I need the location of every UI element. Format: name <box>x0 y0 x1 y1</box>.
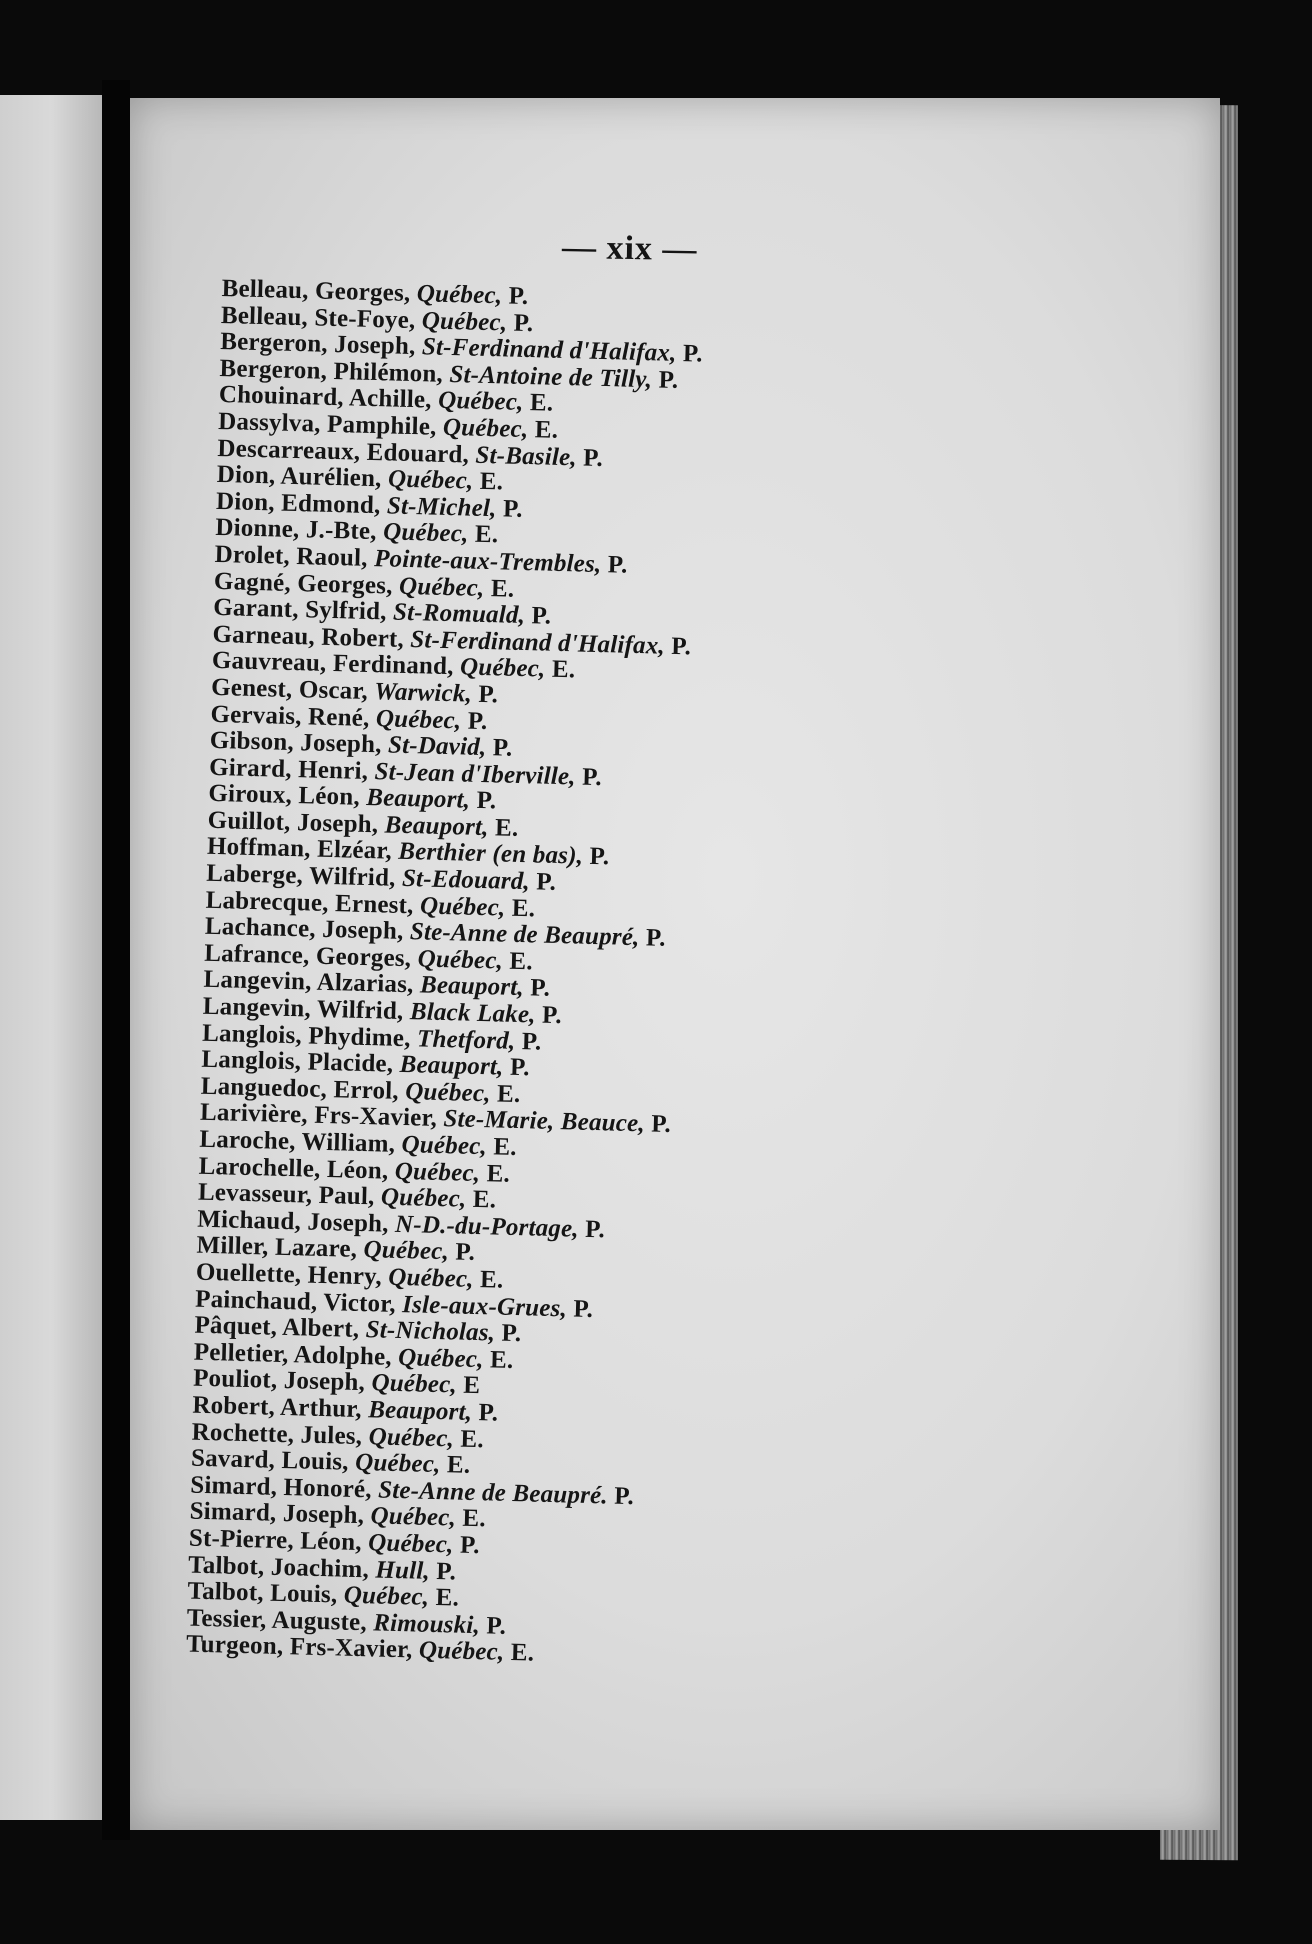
entry-name: Drolet, Raoul, <box>214 540 369 572</box>
entry-place: Québec, <box>370 1502 457 1532</box>
entry-place: Beauport, <box>365 784 471 814</box>
entry-place: St-Edouard, <box>401 864 531 896</box>
entry-tag: P. <box>581 763 603 791</box>
entry-place: N-D.-du-Portage, <box>394 1210 580 1243</box>
entry-place: Québec, <box>382 518 469 548</box>
entry-tag: E. <box>529 389 554 418</box>
entry-place: St-Antoine de Tilly, <box>449 360 653 394</box>
entry-tag: E. <box>474 521 499 549</box>
entry-name: Chouinard, Achille, <box>218 381 433 414</box>
entry-place: Québec, <box>368 1422 455 1452</box>
entry-tag: P. <box>459 1531 481 1560</box>
entry-tag: P. <box>613 1482 635 1510</box>
entry-name: Belleau, Georges, <box>221 275 411 307</box>
entry-name: Languedoc, Errol, <box>200 1072 400 1105</box>
entry-name: Belleau, Ste-Foye, <box>220 301 416 334</box>
entry-place: Warwick, <box>373 678 473 708</box>
entry-tag: E. <box>490 574 515 603</box>
entry-name: Garant, Sylfrid, <box>212 594 387 626</box>
entry-name: Descarreaux, Edouard, <box>217 434 470 469</box>
entry-name: Genest, Oscar, <box>210 673 369 705</box>
entry-name: Rochette, Jules, <box>191 1418 363 1450</box>
entry-name: Pouliot, Joseph, <box>192 1364 366 1397</box>
entry-place: Beauport, <box>419 971 525 1002</box>
entry-tag: E. <box>446 1451 471 1480</box>
entry-tag: E. <box>509 947 534 976</box>
name-list <box>186 276 705 1671</box>
entry-place: Québec, <box>343 1581 430 1611</box>
entry-tag: P. <box>582 444 604 472</box>
entry-place: Québec, <box>404 1077 491 1108</box>
page-number: — xix — <box>561 228 698 269</box>
entry-tag: P. <box>478 1399 499 1427</box>
entry-name: Dassylva, Pamphile, <box>217 407 437 441</box>
entry-place: Beauport, <box>399 1051 504 1081</box>
entry-place: Québec, <box>375 704 462 734</box>
entry-name: Labrecque, Ernest, <box>205 886 414 919</box>
entry-name: Dion, Edmond, <box>215 487 381 519</box>
entry-name: Robert, Arthur, <box>192 1391 363 1423</box>
entry-name: Langlois, Placide, <box>201 1045 394 1078</box>
entry-place: St-Michel, <box>386 492 497 523</box>
entry-place: St-David, <box>387 731 487 762</box>
entry-place: Québec, <box>442 413 529 444</box>
entry-place: Québec, <box>354 1449 441 1479</box>
facing-page-edge <box>0 95 102 1820</box>
entry-name: Pâquet, Albert, <box>194 1311 360 1344</box>
entry-tag: P. <box>584 1215 606 1244</box>
book-gutter <box>102 80 130 1840</box>
entry-place: St-Basile, <box>475 441 578 471</box>
entry-place: St-Nicholas, <box>365 1316 496 1347</box>
entry-tag: E. <box>486 1159 511 1188</box>
entry-name: Turgeon, Frs-Xavier, <box>185 1630 413 1664</box>
entry-name: Langevin, Alzarias, <box>203 966 414 999</box>
entry-tag: P. <box>521 1027 542 1056</box>
entry-tag: P. <box>492 734 513 762</box>
entry-place: Beauport, <box>384 811 489 842</box>
entry-tag: E. <box>510 1639 535 1667</box>
entry-place: Québec, <box>401 1131 488 1161</box>
entry-place: Berthier (en bas), <box>397 838 584 871</box>
entry-name: Lafrance, Georges, <box>203 939 412 973</box>
entry-name: Gauvreau, Ferdinand, <box>211 647 454 681</box>
entry-name: Guillot, Joseph, <box>207 806 379 839</box>
entry-tag: E. <box>479 467 504 496</box>
entry-tag: P. <box>589 843 610 871</box>
entry-name: Simard, Joseph, <box>189 1497 365 1530</box>
entry-name: Gagné, Georges, <box>213 567 393 600</box>
entry-place: St-Ferdinand d'Halifax, <box>410 625 666 660</box>
entry-name: Larivière, Frs-Xavier, <box>199 1099 438 1133</box>
entry-tag: P. <box>536 868 557 897</box>
entry-tag: E. <box>496 1080 521 1108</box>
entry-name: Bergeron, Joseph, <box>219 328 416 361</box>
entry-tag: E <box>462 1372 481 1400</box>
entry-name: Giroux, Léon, <box>208 780 361 812</box>
entry-place: Québec, <box>371 1369 458 1399</box>
entry-place: Québec, <box>380 1183 467 1213</box>
entry-tag: P. <box>650 1110 672 1139</box>
entry-tag: P. <box>658 366 679 394</box>
entry-tag: E. <box>472 1186 497 1214</box>
entry-tag: P. <box>573 1295 594 1323</box>
entry-place: Black Lake, <box>409 998 537 1029</box>
entry-tag: P. <box>529 974 551 1003</box>
entry-name: Langevin, Wilfrid, <box>202 992 404 1026</box>
entry-place: Québec, <box>397 1343 484 1373</box>
entry-tag: P. <box>436 1557 457 1586</box>
entry-tag: E. <box>494 814 519 842</box>
entry-tag: P. <box>509 1054 530 1082</box>
entry-name: Painchaud, Victor, <box>194 1285 397 1318</box>
entry-name: Laroche, William, <box>199 1125 396 1158</box>
entry-place: Québec, <box>387 465 474 495</box>
entry-tag: P. <box>531 602 552 630</box>
entry-tag: E. <box>479 1266 504 1294</box>
entry-place: Québec, <box>387 1263 475 1293</box>
entry-name: Savard, Louis, <box>190 1444 350 1476</box>
entry-place: Québec, <box>459 653 546 683</box>
entry-place: St-Jean d'Iberville, <box>374 757 577 791</box>
entry-name: Girard, Henri, <box>208 753 369 785</box>
entry-name: Gervais, René, <box>210 700 370 732</box>
entry-tag: E. <box>489 1346 514 1374</box>
entry-name: Tessier, Auguste, <box>186 1604 368 1636</box>
entry-tag: P. <box>455 1238 476 1267</box>
entry-name: Hoffman, Elzéar, <box>206 833 393 866</box>
entry-name: Gibson, Joseph, <box>209 726 382 759</box>
entry-name: Simard, Honoré, <box>189 1471 373 1504</box>
entry-place: St-Romuald, <box>392 598 526 630</box>
entry-name: Ouellette, Henry, <box>195 1258 383 1291</box>
entry-place: Québec, <box>416 280 503 310</box>
entry-name: Langlois, Phydime, <box>201 1019 411 1052</box>
entry-name: Laberge, Wilfrid, <box>206 859 396 892</box>
entry-name: Lachance, Joseph, <box>204 913 404 946</box>
entry-place: Québec, <box>398 572 485 602</box>
entry-tag: E. <box>460 1425 485 1453</box>
entry-name: Bergeron, Philémon, <box>219 354 444 388</box>
entry-place: Rimouski, <box>372 1609 481 1639</box>
entry-name: Larochelle, Léon, <box>198 1152 389 1185</box>
entry-tag: E. <box>534 416 559 444</box>
entry-place: Thetford, <box>416 1024 516 1055</box>
entry-tag: P. <box>682 340 703 368</box>
entry-place: Ste-Anne de Beaupré. <box>377 1476 609 1510</box>
entry-name: Michaud, Joseph, <box>196 1205 390 1238</box>
entry-tag: E. <box>511 894 536 923</box>
entry-place: Québec, <box>417 945 504 975</box>
entry-place: St-Ferdinand d'Halifax, <box>421 333 677 368</box>
entry-tag: P. <box>645 924 666 953</box>
entry-place: Ste-Marie, Beauce, <box>443 1105 646 1138</box>
entry-tag: E. <box>435 1584 460 1612</box>
entry-tag: P. <box>607 551 628 579</box>
entry-tag: P. <box>486 1612 507 1640</box>
entry-tag: P. <box>541 1001 563 1030</box>
entry-name: Pelletier, Adolphe, <box>193 1338 393 1371</box>
entry-name: Talbot, Louis, <box>187 1577 338 1609</box>
entry-place: Beauport, <box>367 1396 473 1426</box>
page <box>130 98 1220 1830</box>
entry-tag: P. <box>671 632 692 661</box>
entry-name: Dion, Aurélien, <box>216 461 382 493</box>
entry-name: Garneau, Robert, <box>212 620 405 653</box>
entry-tag: E. <box>462 1505 487 1533</box>
entry-tag: P. <box>501 1319 522 1348</box>
entry-tag: P. <box>508 282 529 311</box>
entry-place: Québec, <box>394 1157 481 1187</box>
entry-place: Québec, <box>363 1236 450 1266</box>
entry-place: Québec, <box>367 1529 454 1559</box>
entry-place: Québec, <box>418 1636 505 1667</box>
entry-name: Miller, Lazare, <box>196 1232 358 1264</box>
entry-place: Pointe-aux-Trembles, <box>373 545 602 578</box>
entry-place: Québec, <box>437 387 524 417</box>
entry-tag: P. <box>476 787 497 815</box>
entry-place: Isle-aux-Grues, <box>401 1290 568 1322</box>
entry-place: Hull, <box>375 1555 431 1585</box>
entry-name: Talbot, Joachim, <box>187 1551 370 1583</box>
entry-tag: P. <box>478 680 499 709</box>
entry-tag: P. <box>513 309 534 337</box>
entry-place: Québec, <box>421 306 508 337</box>
entry-name: St-Pierre, Léon, <box>188 1524 363 1556</box>
entry-tag: P. <box>467 707 488 735</box>
entry-name: Dionne, J.-Bte, <box>215 514 378 546</box>
entry-tag: E. <box>493 1133 518 1162</box>
entry-tag: P. <box>502 495 524 523</box>
entry-place: Ste-Anne de Beaupré, <box>409 918 640 952</box>
entry-place: Québec, <box>419 892 506 922</box>
entry-name: Levasseur, Paul, <box>197 1178 375 1211</box>
entry-tag: E. <box>551 656 576 684</box>
